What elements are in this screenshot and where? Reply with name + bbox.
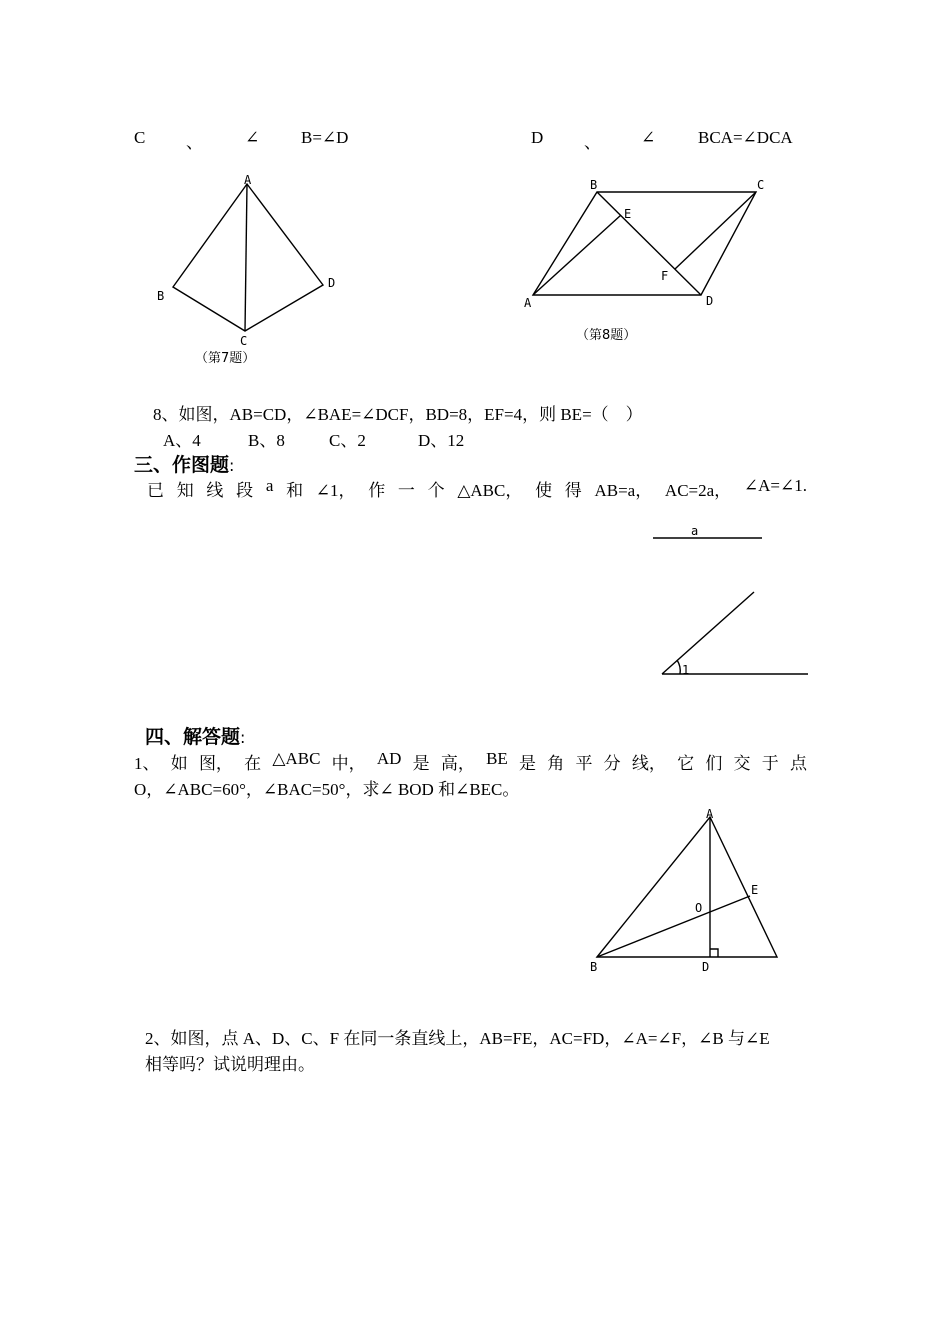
- option-d-letter: D: [531, 128, 544, 147]
- fig8-label-f: F: [661, 269, 669, 283]
- fig8-diagonal-bd: [597, 192, 701, 295]
- s3-w3: 段: [236, 481, 254, 500]
- s3-w7: 作: [368, 481, 386, 500]
- q1-w2: 图，: [198, 754, 233, 773]
- fig8-label-b: B: [590, 178, 598, 192]
- q8-option-a: A、4: [163, 431, 201, 450]
- q1-w10: 是: [519, 754, 537, 773]
- q1-w8: 高，: [440, 754, 475, 773]
- q1-w1: 如: [170, 754, 188, 773]
- tri-label-a: A: [706, 807, 714, 821]
- fig7-label-a: A: [244, 173, 252, 187]
- option-c-text: B=∠D: [301, 128, 349, 147]
- section3-heading-colon: :: [229, 456, 235, 475]
- option-c-letter: C: [134, 128, 146, 147]
- option-d-sep: 、: [584, 133, 601, 152]
- option-c-angle: ∠: [245, 128, 260, 147]
- q1-w18: 于: [761, 754, 779, 773]
- triangle-abc: [597, 817, 777, 957]
- s3-w12: 得: [564, 481, 582, 500]
- section3-problem: [147, 476, 807, 501]
- s3-w11: 使: [535, 481, 553, 500]
- s3-w2: 线: [206, 481, 224, 500]
- option-d-text: BCA=∠DCA: [698, 128, 793, 147]
- fig8-caption: （第8题）: [576, 328, 637, 343]
- tri-label-e: E: [751, 883, 759, 897]
- q1-w6: AD: [376, 749, 402, 768]
- q2-line1: 2、如图，点 A、D、C、F 在同一条直线上，AB=FE，AC=FD，∠A=∠F，∠B 与∠E: [145, 1029, 770, 1048]
- tri-label-d: D: [702, 960, 710, 974]
- s3-w14: AC=2a，: [664, 481, 732, 500]
- fig8-segment-cf: [675, 192, 756, 269]
- s3-w8: 一: [397, 481, 415, 500]
- s3-w9: 个: [427, 481, 445, 500]
- s3-w0: 已: [147, 481, 164, 500]
- q1-w7: 是: [412, 754, 430, 773]
- s3-w10: △ABC，: [457, 481, 523, 500]
- section4-heading-colon: :: [240, 728, 246, 747]
- section4-heading-text: 四、解答题: [145, 726, 241, 748]
- right-angle-mark: [710, 949, 718, 957]
- fig8-label-c: C: [757, 178, 765, 192]
- s3-w15: ∠A=∠1.: [743, 476, 807, 495]
- segment-a-label: a: [691, 524, 699, 538]
- angle-1-arc: [677, 660, 680, 674]
- fig8-label-e: E: [624, 207, 632, 221]
- fig8-segment-ae: [533, 215, 621, 295]
- fig7-label-b: B: [157, 289, 165, 303]
- q1-w11: 角: [547, 754, 565, 773]
- section3-heading-text: 三、作图题: [134, 454, 230, 476]
- q1-w0: 1、: [134, 754, 160, 773]
- fig8-label-a: A: [524, 296, 532, 310]
- q1-w9: BE: [486, 749, 508, 768]
- fig7-diagonal-ac: [245, 184, 247, 331]
- angle-1-label: 1: [682, 663, 690, 677]
- fig7-kite: [173, 184, 323, 331]
- q1-w14: 线，: [631, 754, 666, 773]
- q1-w13: 分: [603, 754, 621, 773]
- q8-option-b: B、8: [248, 431, 285, 450]
- q1-w19: 点: [789, 754, 807, 773]
- fig8-parallelogram: [533, 192, 756, 295]
- tri-label-b: B: [590, 960, 598, 974]
- q2-line2: 相等吗？试说明理由。: [145, 1055, 315, 1074]
- q1-w17: 交: [733, 754, 751, 773]
- section4-heading: [145, 722, 245, 749]
- q1-w12: 平: [575, 754, 593, 773]
- s3-w5: 和: [286, 481, 304, 500]
- q1-w15: 它: [677, 754, 695, 773]
- s3-w1: 知: [176, 481, 194, 500]
- s3-w6: ∠1，: [315, 481, 356, 500]
- option-d-angle: ∠: [641, 128, 656, 147]
- q8-option-c: C、2: [329, 431, 366, 450]
- bisector-be: [597, 896, 750, 957]
- fig7-label-d: D: [328, 276, 336, 290]
- q1-w5: 中，: [331, 754, 366, 773]
- angle-1-ray-oblique: [662, 592, 754, 674]
- s3-w4: a: [265, 476, 274, 495]
- q8-option-d: D、12: [418, 431, 465, 450]
- section3-heading: [134, 450, 234, 477]
- q1-w3: 在: [244, 754, 262, 773]
- fig7-label-c: C: [240, 334, 248, 348]
- q1-w16: 们: [705, 754, 723, 773]
- q1-line1: [134, 749, 807, 774]
- fig7-caption: （第7题）: [195, 351, 256, 366]
- tri-label-o: O: [695, 901, 703, 915]
- q1-line2: O，∠ABC=60°，∠BAC=50°，求∠ BOD 和∠BEC。: [134, 780, 520, 799]
- fig8-label-d: D: [706, 294, 714, 308]
- q8-text: 8、如图，AB=CD，∠BAE=∠DCF，BD=8，EF=4，则 BE=（ ）: [153, 405, 643, 424]
- s3-w13: AB=a，: [594, 481, 653, 500]
- option-c-sep: 、: [186, 133, 203, 152]
- q1-w4: △ABC: [272, 749, 321, 768]
